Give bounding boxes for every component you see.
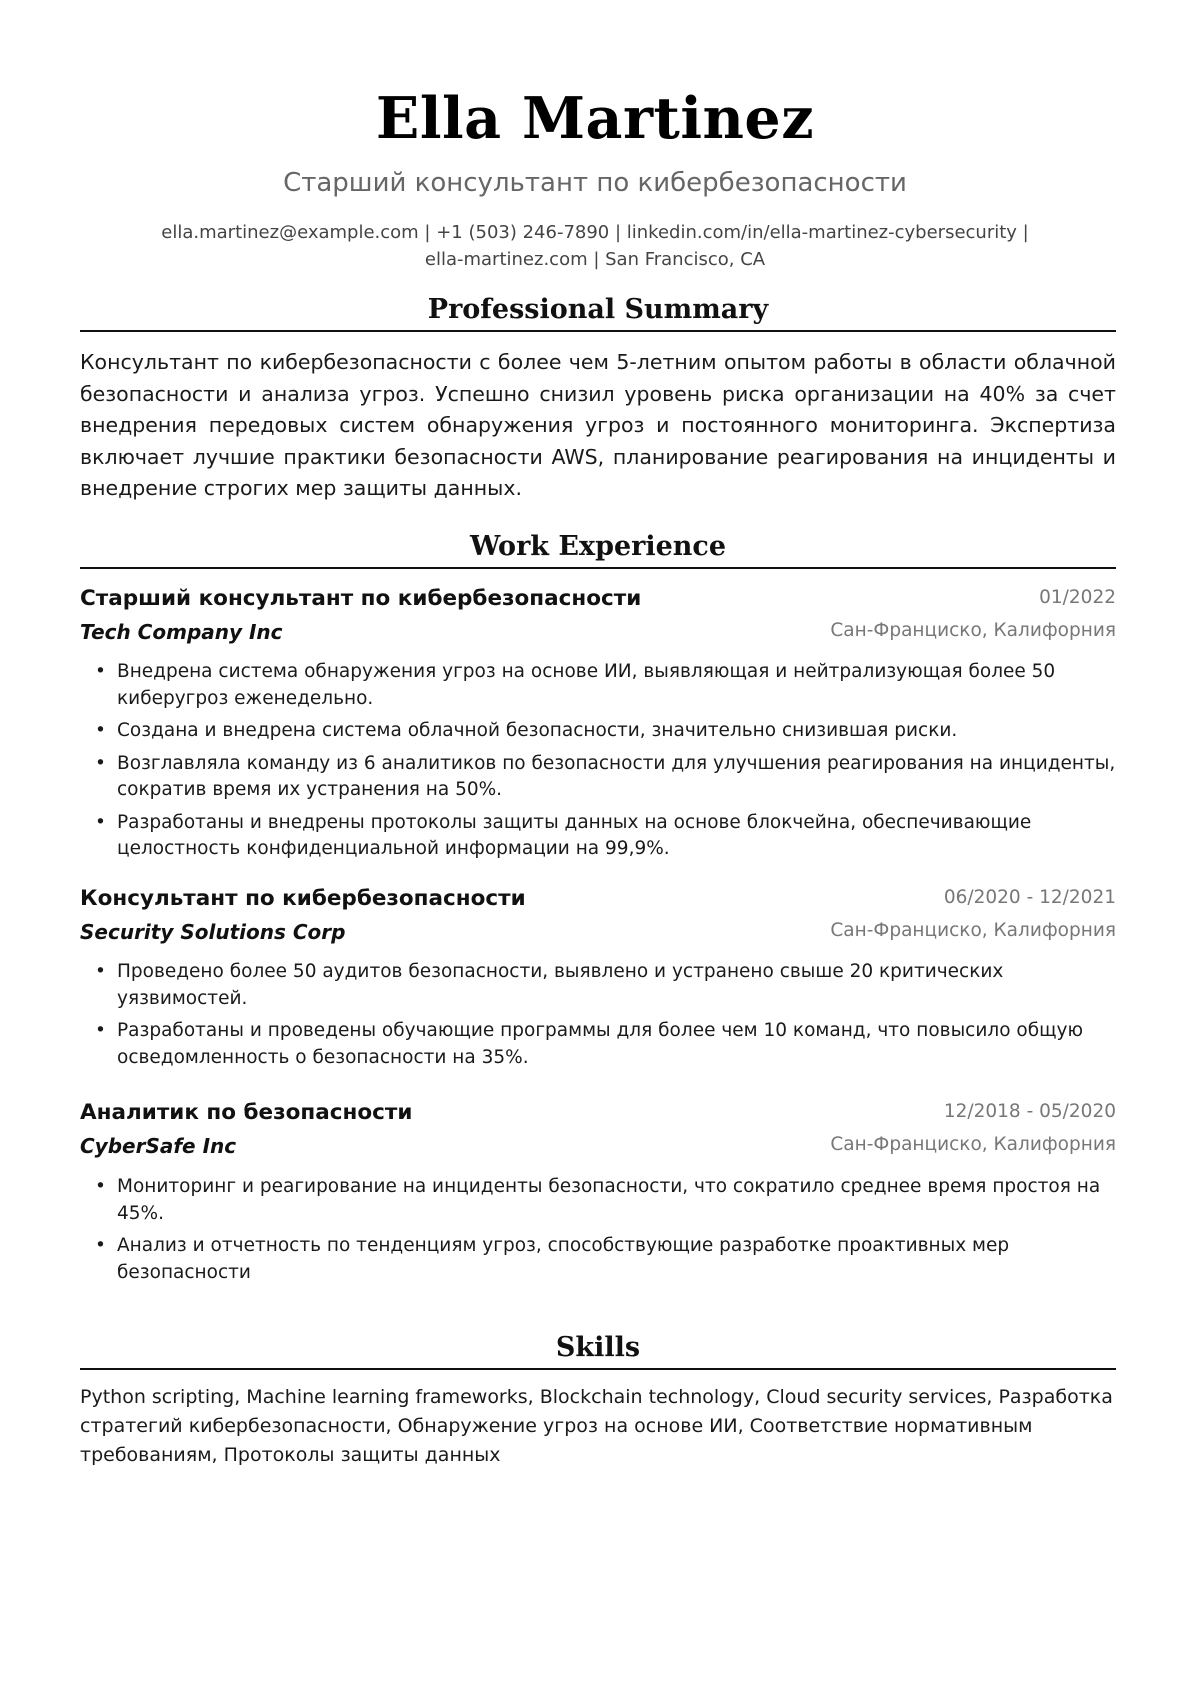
contact-info	[120, 219, 1070, 273]
job-bullets	[80, 1174, 1116, 1292]
bullet-dot-icon: •	[95, 661, 106, 682]
job-title: Аналитик по безопасности	[80, 1100, 413, 1125]
bullet-item	[80, 959, 1116, 1012]
candidate-title: Старший консультант по кибербезопасности	[283, 168, 907, 198]
bullet-dot-icon: •	[95, 720, 106, 741]
bullet-text: Создана и внедрена система облачной безопасности, значительно снизившая риски.	[117, 720, 958, 741]
summary-heading: Professional Summary	[427, 294, 769, 325]
skills-heading: Skills	[555, 1332, 641, 1363]
bullet-text: Внедрена система обнаружения угроз на основе ИИ, выявляющая и нейтрализующая более 50 киберугроз еженедельно.	[117, 661, 1056, 709]
experience-divider	[80, 567, 1116, 569]
job-date: 01/2022	[1039, 587, 1116, 608]
bullet-text: Разработаны и проведены обучающие программы для более чем 10 команд, что повысило общую осведомленность о безопасности на 35%.	[117, 1020, 1084, 1068]
job-date: 06/2020 - 12/2021	[943, 887, 1116, 908]
bullet-item	[80, 659, 1116, 712]
bullet-dot-icon: •	[95, 752, 106, 774]
bullet-item	[80, 810, 1116, 863]
job-date: 12/2018 - 05/2020	[943, 1101, 1116, 1122]
bullet-item	[80, 751, 1116, 804]
bullet-dot-icon: •	[95, 1176, 106, 1197]
summary-text: Консультант по кибербезопасности с более чем 5-летним опытом работы в области облачной безопасности и анализа угроз. Успешно снизил уровень риска организации на 40% за счет внедрения передовых систем обнаружения угроз и постоянного мониторинга. Экспертиза включает лучшие практики безопасности AWS, планирование реагирования на инциденты и внедрение строгих мер защиты данных.	[80, 350, 1116, 500]
bullet-dot-icon: •	[95, 1235, 106, 1256]
job-title: Старший консультант по кибербезопасности	[80, 586, 642, 611]
contact-line-2: ella-martinez.com | San Francisco, CA	[424, 249, 766, 270]
job-bullets	[80, 959, 1116, 1077]
skills-divider	[80, 1368, 1116, 1370]
bullet-item	[80, 718, 1116, 745]
candidate-name: Ella Martinez	[375, 85, 815, 152]
bullet-text: Возглавляла команду из 6 аналитиков по безопасности для улучшения реагирования на инциденты, сократив время их устранения на 50%.	[117, 752, 1116, 800]
bullet-item	[80, 1233, 1116, 1286]
bullet-item	[80, 1174, 1116, 1227]
bullet-text: Проведено более 50 аудитов безопасности, выявлено и устранено свыше 20 критических уязвимостей.	[117, 961, 1004, 1009]
company-name: CyberSafe Inc	[80, 1134, 237, 1158]
bullet-text: Анализ и отчетность по тенденциям угроз, способствующие разработке проактивных мер безопасности	[117, 1235, 1010, 1283]
bullet-text: Разработаны и внедрены протоколы защиты данных на основе блокчейна, обеспечивающие целостность конфиденциальной информации на 99,9%.	[117, 811, 1032, 859]
bullet-dot-icon: •	[95, 811, 106, 833]
bullet-text: Мониторинг и реагирование на инциденты безопасности, что сократило среднее время простоя на 45%.	[117, 1176, 1101, 1224]
job-location: Сан-Франциско, Калифорния	[830, 1134, 1116, 1155]
experience-heading: Work Experience	[469, 531, 727, 562]
bullet-dot-icon: •	[95, 961, 106, 982]
summary-divider	[80, 330, 1116, 332]
company-name: Security Solutions Corp	[80, 920, 346, 944]
company-name: Tech Company Inc	[80, 620, 283, 644]
job-title: Консультант по кибербезопасности	[80, 886, 526, 911]
contact-line-1: ella.martinez@example.com | +1 (503) 246-7890 | linkedin.com/in/ella-martinez-cybersecurity |	[161, 222, 1029, 243]
job-location: Сан-Франциско, Калифорния	[830, 920, 1116, 941]
bullet-item	[80, 1018, 1116, 1071]
job-location: Сан-Франциско, Калифорния	[830, 620, 1116, 641]
job-bullets	[80, 659, 1116, 869]
skills-text: Python scripting, Machine learning frameworks, Blockchain technology, Cloud security services, Разработка стратегий кибербезопасности, Обнаружение угроз на основе ИИ, Соответствие нормативным требованиям, Протоколы защиты данных	[80, 1386, 1113, 1466]
bullet-dot-icon: •	[95, 1020, 106, 1041]
